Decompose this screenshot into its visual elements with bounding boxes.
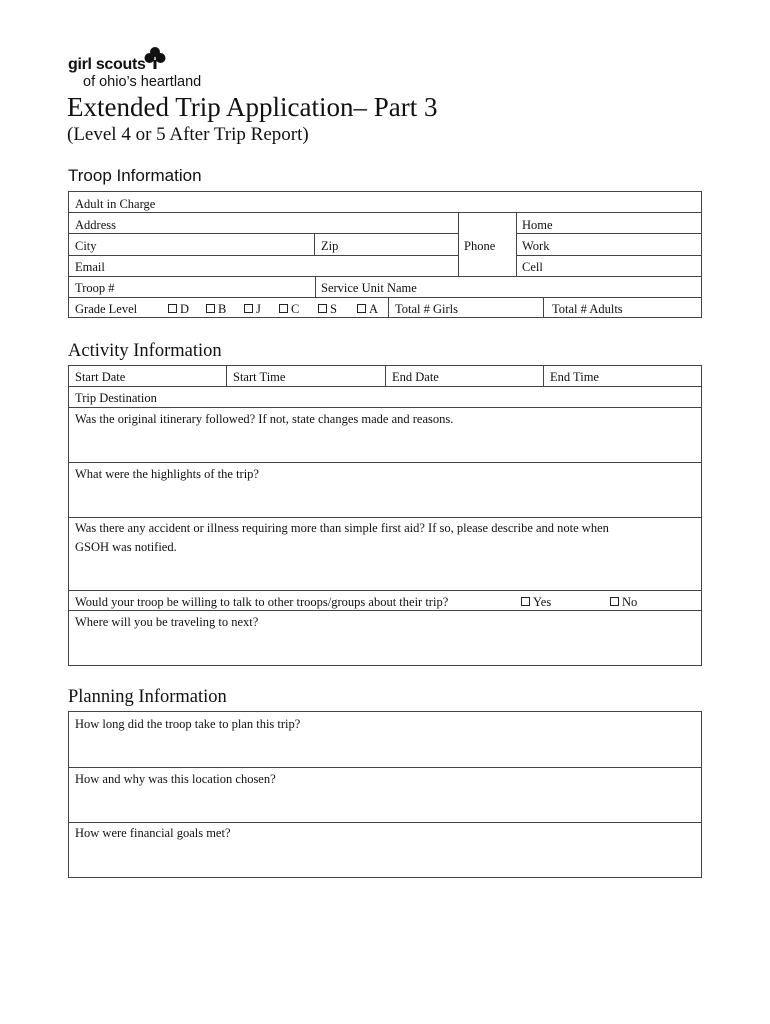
start-time-field[interactable]: Start Time [233,370,286,384]
grade-checkbox-c[interactable]: C [279,302,299,316]
location-choice-question[interactable]: How and why was this location chosen? [75,772,276,786]
grade-checkbox-b[interactable]: B [206,302,226,316]
logo-line2: of ohio’s heartland [83,74,202,90]
total-girls-field[interactable]: Total # Girls [395,302,459,316]
home-phone-field[interactable]: Home [522,218,553,232]
end-date-field[interactable]: End Date [392,370,439,384]
phone-label: Phone [464,239,496,253]
grade-checkbox-j[interactable]: J [244,302,261,316]
email-field[interactable]: Email [75,260,105,274]
planning-table [68,711,702,878]
grade-checkbox-d[interactable]: D [168,302,189,316]
grade-checkbox-a[interactable]: A [357,302,378,316]
planning-heading: Planning Information [68,687,227,707]
trefoil-icon [144,46,166,70]
troop-heading: Troop Information [68,166,202,185]
checkbox-icon [357,304,366,313]
itinerary-question[interactable]: Was the original itinerary followed? If not, state changes made and reasons. [75,412,454,426]
yes-checkbox[interactable]: Yes [521,595,551,609]
gsoh-logo [68,46,228,92]
page-subtitle: (Level 4 or 5 After Trip Report) [67,124,309,145]
grade-checkbox-s[interactable]: S [318,302,337,316]
accident-question-line2: GSOH was notified. [75,540,177,554]
highlights-question[interactable]: What were the highlights of the trip? [75,467,259,481]
checkbox-icon [206,304,215,313]
grade-level-label: Grade Level [75,302,138,316]
activity-heading: Activity Information [68,341,222,361]
checkbox-icon [610,597,619,606]
checkbox-icon [168,304,177,313]
talk-question: Would your troop be willing to talk to other troops/groups about their trip? [75,595,449,609]
planning-duration-question[interactable]: How long did the troop take to plan this trip? [75,717,301,731]
work-phone-field[interactable]: Work [522,239,550,253]
logo-line1: girl scouts [68,56,146,73]
address-field[interactable]: Address [75,218,116,232]
trip-destination-field[interactable]: Trip Destination [75,391,157,405]
service-unit-field[interactable]: Service Unit Name [321,281,417,295]
financial-goals-question[interactable]: How were financial goals met? [75,826,231,840]
end-time-field[interactable]: End Time [550,370,599,384]
page-title: Extended Trip Application– Part 3 [67,92,438,122]
accident-question-line1[interactable]: Was there any accident or illness requiring more than simple first aid? If so, please describe and note when [75,521,609,535]
zip-field[interactable]: Zip [321,239,339,253]
troop-number-field[interactable]: Troop # [75,281,115,295]
city-field[interactable]: City [75,239,97,253]
next-destination-question[interactable]: Where will you be traveling to next? [75,615,259,629]
checkbox-icon [244,304,253,313]
adult-in-charge-field[interactable]: Adult in Charge [75,197,156,211]
no-checkbox[interactable]: No [610,595,637,609]
checkbox-icon [279,304,288,313]
checkbox-icon [521,597,530,606]
start-date-field[interactable]: Start Date [75,370,126,384]
total-adults-field[interactable]: Total # Adults [552,302,623,316]
cell-phone-field[interactable]: Cell [522,260,543,274]
checkbox-icon [318,304,327,313]
